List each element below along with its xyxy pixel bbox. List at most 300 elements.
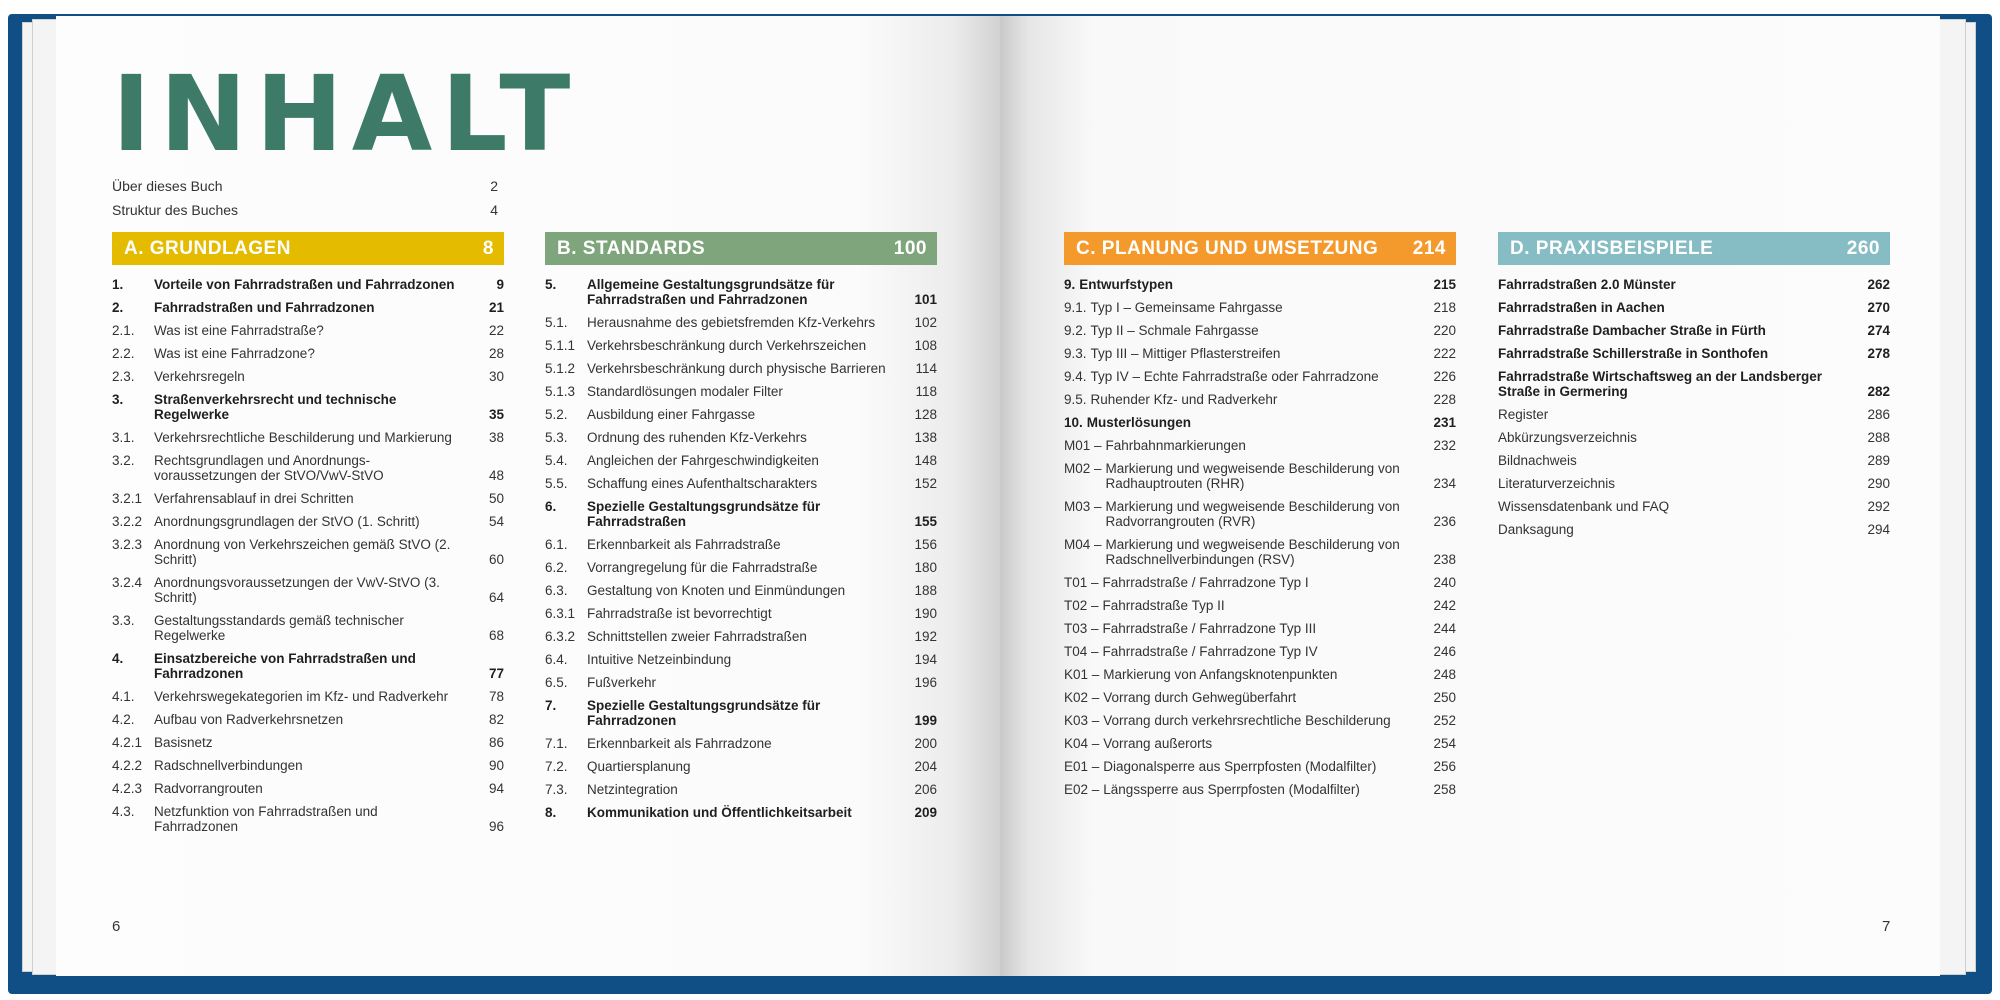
section-header-b[interactable] (545, 232, 937, 265)
toc-entry-title: Quartiersplanung (587, 759, 691, 774)
toc-entry-page: 242 (1433, 598, 1456, 613)
toc-entry-number: 4.2. (112, 712, 135, 727)
toc-entry-number: 7.1. (545, 736, 568, 751)
toc-entry[interactable] (1064, 778, 1456, 801)
toc-entry-title: Straßenverkehrsrecht und technische Regelwerke (154, 392, 397, 422)
toc-entry[interactable] (545, 495, 937, 533)
toc-entry[interactable] (545, 671, 937, 694)
toc-entry-number: 6.1. (545, 537, 568, 552)
toc-entry-number: 5. (545, 277, 557, 292)
toc-entry[interactable] (545, 778, 937, 801)
toc-entry[interactable] (1064, 319, 1456, 342)
toc-entry[interactable] (545, 334, 937, 357)
section-header-label: B. STANDARDS (557, 237, 706, 259)
toc-entry[interactable] (1498, 319, 1890, 342)
toc-entry-number: 6.3.2 (545, 629, 576, 644)
toc-entry-page: 114 (915, 361, 937, 376)
toc-entry-number: 2.3. (112, 369, 135, 384)
section-header-label: D. PRAXISBEISPIELE (1510, 237, 1714, 259)
toc-entry[interactable] (1498, 403, 1890, 426)
toc-entry[interactable] (1498, 495, 1890, 518)
toc-entry[interactable] (1498, 426, 1890, 449)
toc-entry-title: Fahrradstraßen und Fahrradzonen (154, 300, 375, 315)
toc-entry-page: 246 (1433, 644, 1456, 659)
intro-item-label: Über dieses Buch (112, 178, 223, 194)
toc-entry-number: 9.1. (1064, 300, 1087, 315)
toc-entry-title: Was ist eine Fahrradzone? (154, 346, 315, 361)
toc-entry-page: 35 (488, 407, 504, 422)
toc-entry-page: 274 (1867, 323, 1890, 338)
toc-entry[interactable] (112, 388, 504, 426)
toc-entry-title: Typ III – Mittiger Pflasterstreifen (1090, 346, 1281, 361)
toc-entry-page: 204 (914, 759, 937, 774)
toc-entry-title: Längssperre aus Sperrpfosten (Modalfilter) (1103, 782, 1360, 797)
toc-entry-page: 215 (1433, 277, 1456, 292)
section-c-column (1064, 232, 1456, 801)
toc-entry-number: E01 – (1064, 759, 1100, 774)
toc-entry[interactable] (112, 273, 504, 296)
toc-entry-number: 3. (112, 392, 124, 407)
toc-entry-number: 3.2. (112, 453, 135, 468)
toc-entry-number: 6.3.1 (545, 606, 576, 621)
toc-entry[interactable] (112, 800, 504, 838)
section-d-column (1498, 232, 1890, 541)
toc-entry-page: 102 (914, 315, 937, 330)
toc-entry[interactable] (1498, 296, 1890, 319)
toc-entry-page: 82 (488, 712, 504, 727)
toc-entry-title: Ausbildung einer Fahrgasse (587, 407, 756, 422)
toc-entry[interactable] (112, 510, 504, 533)
toc-entry-page: 252 (1433, 713, 1456, 728)
toc-entry-number: E02 – (1064, 782, 1100, 797)
toc-entry-page: 232 (1433, 438, 1456, 453)
toc-entry-page: 290 (1867, 476, 1890, 491)
toc-entry-title: Basisnetz (154, 735, 213, 750)
toc-entry-number: 4.2.2 (112, 758, 143, 773)
toc-entry-title: Einsatzbereiche von Fahrradstraßen und Fahrradzonen (154, 651, 416, 681)
intro-item-page: 2 (490, 178, 498, 194)
toc-entry-title: Fahrradstraße Schillerstraße in Sonthofen (1498, 346, 1769, 361)
toc-entry-title: Fahrradstraßen 2.0 Münster (1498, 277, 1676, 292)
toc-entry-title: Vorrangregelung für die Fahrradstraße (587, 560, 818, 575)
toc-entry[interactable] (1498, 342, 1890, 365)
toc-entry-page: 28 (488, 346, 504, 361)
toc-entry-title: Fahrradstraße ist bevorrechtigt (587, 606, 772, 621)
toc-entry-title: Ruhender Kfz- und Radverkehr (1090, 392, 1278, 407)
toc-entry[interactable] (545, 533, 937, 556)
toc-entry[interactable] (545, 579, 937, 602)
section-b-column (545, 232, 937, 824)
toc-entry[interactable] (1064, 365, 1456, 388)
toc-entry[interactable] (1064, 495, 1456, 533)
toc-entry-title: Markierung und wegweisende Beschilderung von Radschnellverbindungen (RSV) (1105, 537, 1400, 567)
toc-entry-title: Fahrradstraße / Fahrradzone Typ I (1102, 575, 1309, 590)
toc-entry-title: Fußverkehr (587, 675, 657, 690)
section-header-a[interactable] (112, 232, 504, 265)
toc-entry[interactable] (1064, 755, 1456, 778)
toc-entry[interactable] (1064, 594, 1456, 617)
toc-entry[interactable] (1064, 709, 1456, 732)
toc-entry[interactable] (545, 357, 937, 380)
toc-entry-page: 192 (914, 629, 937, 644)
toc-entry-page: 101 (914, 292, 937, 307)
toc-entry-title: Netzintegration (587, 782, 678, 797)
toc-entry[interactable] (545, 311, 937, 334)
section-header-d[interactable] (1498, 232, 1890, 265)
toc-entry[interactable] (112, 685, 504, 708)
toc-entry-number: K01 – (1064, 667, 1100, 682)
toc-entry-page: 294 (1867, 522, 1890, 537)
toc-entry-number: 3.2.4 (112, 575, 143, 590)
section-header-label: A. GRUNDLAGEN (124, 237, 291, 259)
section-header-page: 214 (1412, 237, 1446, 259)
toc-entry-number: 9.5. (1064, 392, 1087, 407)
toc-entry-number: 6.4. (545, 652, 568, 667)
toc-entry-number: T01 – (1064, 575, 1099, 590)
toc-entry-title: Radschnellverbindungen (154, 758, 303, 773)
toc-entry-title: Erkennbarkeit als Fahrradstraße (587, 537, 781, 552)
toc-entry-number: 4.1. (112, 689, 135, 704)
toc-entry[interactable] (545, 472, 937, 495)
toc-entry[interactable] (1498, 273, 1890, 296)
toc-entry-page: 60 (488, 552, 504, 567)
toc-entry[interactable] (545, 273, 937, 311)
page-number-right: 7 (1882, 918, 1891, 935)
toc-entry-page: 196 (914, 675, 937, 690)
toc-entry-page: 199 (914, 713, 937, 728)
toc-entry[interactable] (112, 342, 504, 365)
toc-entries (112, 273, 504, 838)
toc-entry-page: 206 (914, 782, 937, 797)
toc-entry-page: 286 (1867, 407, 1890, 422)
toc-entry-title: Gestaltungsstandards gemäß technischer Regelwerke (154, 613, 404, 643)
toc-entry-page: 118 (915, 384, 937, 399)
intro-item[interactable] (112, 198, 498, 222)
toc-entry-page: 86 (488, 735, 504, 750)
section-header-page: 260 (1846, 237, 1880, 259)
toc-entry[interactable] (1064, 342, 1456, 365)
toc-entry-number: 3.2.3 (112, 537, 143, 552)
toc-entry-number: 4.2.1 (112, 735, 143, 750)
toc-entry-number: K02 – (1064, 690, 1100, 705)
toc-entry-page: 64 (488, 590, 504, 605)
toc-entry-page: 258 (1433, 782, 1456, 797)
toc-entry-number: 5.3. (545, 430, 568, 445)
toc-entry-title: Vorrang durch Gehwegüberfahrt (1103, 690, 1297, 705)
toc-entry-page: 180 (914, 560, 937, 575)
toc-entry-title: Verkehrsrechtliche Beschilderung und Markierung (154, 430, 452, 445)
section-header-c[interactable] (1064, 232, 1456, 265)
toc-entry[interactable] (1064, 617, 1456, 640)
toc-entry-page: 222 (1433, 346, 1456, 361)
toc-entry[interactable] (1064, 640, 1456, 663)
toc-entry[interactable] (1064, 571, 1456, 594)
toc-entries (1498, 273, 1890, 541)
toc-entry-page: 240 (1433, 575, 1456, 590)
toc-entry-page: 108 (914, 338, 937, 353)
toc-entry[interactable] (545, 648, 937, 671)
toc-entry-number: 6.2. (545, 560, 568, 575)
toc-entry-page: 270 (1867, 300, 1890, 315)
toc-entry-title: Typ II – Schmale Fahrgasse (1090, 323, 1259, 338)
toc-entry-page: 238 (1433, 552, 1456, 567)
toc-entry-title: Markierung und wegweisende Beschilderung von Radvorrangrouten (RVR) (1105, 499, 1400, 529)
toc-entry[interactable] (112, 487, 504, 510)
toc-entry-page: 21 (488, 300, 504, 315)
toc-entry[interactable] (1498, 518, 1890, 541)
toc-entry-number: 5.5. (545, 476, 568, 491)
toc-entry-page: 292 (1867, 499, 1890, 514)
toc-entry-title: Aufbau von Radverkehrsnetzen (154, 712, 344, 727)
toc-entry[interactable] (545, 694, 937, 732)
toc-entry-title: Fahrradstraße Typ II (1102, 598, 1225, 613)
toc-entry-number: K04 – (1064, 736, 1100, 751)
toc-entry-page: 194 (914, 652, 937, 667)
toc-entry-title: Anordnungsgrundlagen der StVO (1. Schritt) (154, 514, 420, 529)
toc-entry-title: Musterlösungen (1086, 415, 1192, 430)
toc-entry-number: 2.2. (112, 346, 135, 361)
toc-entry-title: Verkehrsbeschränkung durch physische Barrieren (587, 361, 886, 376)
toc-entry-title: Vorrang außerorts (1103, 736, 1213, 751)
toc-entry[interactable] (112, 426, 504, 449)
toc-entry-title: Bildnachweis (1498, 453, 1577, 468)
toc-entry-page: 148 (914, 453, 937, 468)
toc-entry-page: 156 (914, 537, 937, 552)
toc-entry-page: 234 (1433, 476, 1456, 491)
toc-entry[interactable] (1498, 365, 1890, 403)
toc-entry-page: 228 (1433, 392, 1456, 407)
toc-entry[interactable] (545, 556, 937, 579)
toc-entry-page: 231 (1433, 415, 1456, 430)
toc-entry-page: 96 (488, 819, 504, 834)
toc-entry-title: Fahrradstraße / Fahrradzone Typ IV (1102, 644, 1318, 659)
toc-entry[interactable] (545, 625, 937, 648)
toc-entry-page: 200 (914, 736, 937, 751)
toc-entry-title: Fahrradstraße / Fahrradzone Typ III (1102, 621, 1317, 636)
toc-entry-title: Standardlösungen modaler Filter (587, 384, 783, 399)
toc-entry-page: 256 (1433, 759, 1456, 774)
toc-entry-title: Rechtsgrundlagen und Anordnungs-voraussetzungen der StVO/VwV-StVO (154, 453, 384, 483)
toc-entry-number: M01 – (1064, 438, 1102, 453)
toc-entry-number: 7. (545, 698, 557, 713)
toc-entry-title: Vorteile von Fahrradstraßen und Fahrradzonen (154, 277, 455, 292)
toc-entry[interactable] (112, 708, 504, 731)
intro-item[interactable] (112, 174, 498, 198)
toc-entry[interactable] (112, 449, 504, 487)
toc-entry-page: 90 (488, 758, 504, 773)
toc-entry-number: 10. (1064, 415, 1083, 430)
toc-entry-title: Fahrradstraße Wirtschaftsweg an der Landsberger Straße in Germering (1498, 369, 1822, 399)
toc-entry-page: 226 (1433, 369, 1456, 384)
toc-entry-title: Markierung und wegweisende Beschilderung von Radhauptrouten (RHR) (1105, 461, 1400, 491)
toc-entry-number: 3.2.1 (112, 491, 143, 506)
intro-list (112, 174, 498, 222)
toc-entry-page: 190 (914, 606, 937, 621)
toc-entry[interactable] (1064, 663, 1456, 686)
toc-entry-title: Wissensdatenbank und FAQ (1498, 499, 1670, 514)
toc-entry-page: 68 (488, 628, 504, 643)
toc-entry-number: 5.2. (545, 407, 568, 422)
toc-entry-title: Anordnungsvoraussetzungen der VwV-StVO (3. Schritt) (154, 575, 440, 605)
toc-entry-number: 2.1. (112, 323, 135, 338)
toc-entry-page: 236 (1433, 514, 1456, 529)
toc-entry-title: Allgemeine Gestaltungsgrundsätze für Fahrradstraßen und Fahrradzonen (587, 277, 835, 307)
toc-entry-page: 94 (488, 781, 504, 796)
toc-entry-number: 5.1.3 (545, 384, 576, 399)
toc-entry[interactable] (112, 296, 504, 319)
toc-entry[interactable] (112, 319, 504, 342)
toc-entry-number: 9. (1064, 277, 1076, 292)
toc-entry-title: Anordnung von Verkehrszeichen gemäß StVO (2. Schritt) (154, 537, 451, 567)
intro-item-label: Struktur des Buches (112, 202, 239, 218)
toc-entry-page: 48 (488, 468, 504, 483)
toc-entry-title: Schaffung eines Aufenthaltscharakters (587, 476, 818, 491)
toc-entry[interactable] (1064, 533, 1456, 571)
toc-entry-title: Ordnung des ruhenden Kfz-Verkehrs (587, 430, 807, 445)
toc-entry[interactable] (1064, 411, 1456, 434)
section-a-column (112, 232, 504, 838)
toc-entry-page: 54 (488, 514, 504, 529)
toc-entry-number: M02 – (1064, 461, 1102, 476)
toc-entry[interactable] (545, 732, 937, 755)
toc-entry-number: 3.3. (112, 613, 135, 628)
toc-entry-number: 7.2. (545, 759, 568, 774)
toc-entry-title: Spezielle Gestaltungsgrundsätze für Fahrradzonen (587, 698, 821, 728)
toc-entry-title: Vorrang durch verkehrsrechtliche Beschilderung (1103, 713, 1391, 728)
toc-entry[interactable] (545, 426, 937, 449)
toc-entry[interactable] (112, 609, 504, 647)
toc-entry[interactable] (545, 755, 937, 778)
toc-entry[interactable] (1064, 273, 1456, 296)
toc-entry-page: 78 (488, 689, 504, 704)
toc-entry-number: M03 – (1064, 499, 1102, 514)
toc-entry[interactable] (1064, 388, 1456, 411)
toc-entry[interactable] (1064, 686, 1456, 709)
toc-entry-page: 250 (1433, 690, 1456, 705)
toc-entry-number: 2. (112, 300, 124, 315)
toc-entry-number: T04 – (1064, 644, 1099, 659)
toc-entry[interactable] (545, 801, 937, 824)
toc-entry[interactable] (1064, 296, 1456, 319)
toc-entry-page: 22 (488, 323, 504, 338)
toc-entry-page: 262 (1867, 277, 1890, 292)
toc-entry-number: M04 – (1064, 537, 1102, 552)
toc-entry[interactable] (1064, 457, 1456, 495)
section-header-page: 100 (893, 237, 927, 259)
toc-entry-title: Entwurfstypen (1079, 277, 1174, 292)
toc-entry-number: T03 – (1064, 621, 1099, 636)
toc-entry-number: 3.2.2 (112, 514, 143, 529)
toc-entry-title: Schnittstellen zweier Fahrradstraßen (587, 629, 807, 644)
toc-entry-number: T02 – (1064, 598, 1099, 613)
toc-entry-page: 254 (1433, 736, 1456, 751)
toc-entry-title: Verkehrswegekategorien im Kfz- und Radverkehr (154, 689, 449, 704)
toc-entry-title: Verkehrsregeln (154, 369, 245, 384)
toc-entry-title: Erkennbarkeit als Fahrradzone (587, 736, 772, 751)
toc-entry-title: Spezielle Gestaltungsgrundsätze für Fahrradstraßen (587, 499, 821, 529)
section-header-page: 8 (482, 237, 494, 259)
toc-entry-title: Gestaltung von Knoten und Einmündungen (587, 583, 846, 598)
toc-entry-page: 218 (1433, 300, 1456, 315)
section-header-label: C. PLANUNG UND UMSETZUNG (1076, 237, 1379, 259)
toc-entry[interactable] (112, 754, 504, 777)
toc-entry-number: 3.1. (112, 430, 135, 445)
toc-entry-title: Fahrradstraßen in Aachen (1498, 300, 1665, 315)
toc-entry-page: 248 (1433, 667, 1456, 682)
toc-entry-number: 5.1.1 (545, 338, 576, 353)
toc-entry-title: Verfahrensablauf in drei Schritten (154, 491, 354, 506)
intro-item-page: 4 (490, 202, 498, 218)
toc-entry-number: 5.1.2 (545, 361, 576, 376)
toc-entry-title: Intuitive Netzeinbindung (587, 652, 732, 667)
toc-entry-title: Diagonalsperre aus Sperrpfosten (Modalfilter) (1103, 759, 1377, 774)
toc-entry-number: 9.4. (1064, 369, 1087, 384)
toc-entry[interactable] (1064, 732, 1456, 755)
toc-entry-number: 5.1. (545, 315, 568, 330)
toc-entry-title: Angleichen der Fahrgeschwindigkeiten (587, 453, 819, 468)
toc-entry-page: 138 (914, 430, 937, 445)
toc-entry-page: 288 (1867, 430, 1890, 445)
toc-entry-page: 289 (1867, 453, 1890, 468)
toc-entry-title: Was ist eine Fahrradstraße? (154, 323, 324, 338)
toc-entry-page: 220 (1433, 323, 1456, 338)
toc-entry-number: 6. (545, 499, 557, 514)
toc-entry[interactable] (112, 731, 504, 754)
toc-entry[interactable] (545, 380, 937, 403)
toc-entry-number: 9.2. (1064, 323, 1087, 338)
toc-entry[interactable] (545, 403, 937, 426)
toc-entry[interactable] (112, 571, 504, 609)
toc-entry[interactable] (1498, 472, 1890, 495)
toc-entry[interactable] (1064, 434, 1456, 457)
toc-entry-title: Danksagung (1498, 522, 1574, 537)
toc-entry-page: 244 (1433, 621, 1456, 636)
toc-entry-page: 77 (488, 666, 504, 681)
toc-entry-title: Fahrbahnmarkierungen (1105, 438, 1246, 453)
page-number-left: 6 (112, 918, 121, 935)
toc-entry-page: 155 (914, 514, 937, 529)
toc-entry-title: Radvorrangrouten (154, 781, 263, 796)
toc-entry-page: 30 (488, 369, 504, 384)
toc-entry-number: 8. (545, 805, 557, 820)
toc-entry-number: 4.2.3 (112, 781, 143, 796)
toc-entry-number: 5.4. (545, 453, 568, 468)
toc-entry-number: 1. (112, 277, 124, 292)
toc-entry-page: 188 (914, 583, 937, 598)
toc-entry-title: Herausnahme des gebietsfremden Kfz-Verkehrs (587, 315, 876, 330)
toc-entry-page: 9 (496, 277, 504, 292)
toc-entry-number: 6.3. (545, 583, 568, 598)
toc-entry-number: K03 – (1064, 713, 1100, 728)
toc-entry[interactable] (112, 647, 504, 685)
toc-entry-page: 209 (914, 805, 937, 820)
toc-entry[interactable] (1498, 449, 1890, 472)
toc-entry[interactable] (112, 365, 504, 388)
toc-entry-page: 50 (488, 491, 504, 506)
toc-entry[interactable] (112, 777, 504, 800)
toc-entry[interactable] (545, 602, 937, 625)
toc-entry-title: Verkehrsbeschränkung durch Verkehrszeichen (587, 338, 867, 353)
toc-entry[interactable] (545, 449, 937, 472)
toc-entry-title: Register (1498, 407, 1549, 422)
toc-entry-number: 4.3. (112, 804, 135, 819)
toc-entry-page: 128 (914, 407, 937, 422)
toc-entry-page: 282 (1867, 384, 1890, 399)
toc-entry-page: 278 (1867, 346, 1890, 361)
toc-entry-page: 38 (488, 430, 504, 445)
page-title: INHALT (112, 53, 580, 175)
toc-entry[interactable] (112, 533, 504, 571)
